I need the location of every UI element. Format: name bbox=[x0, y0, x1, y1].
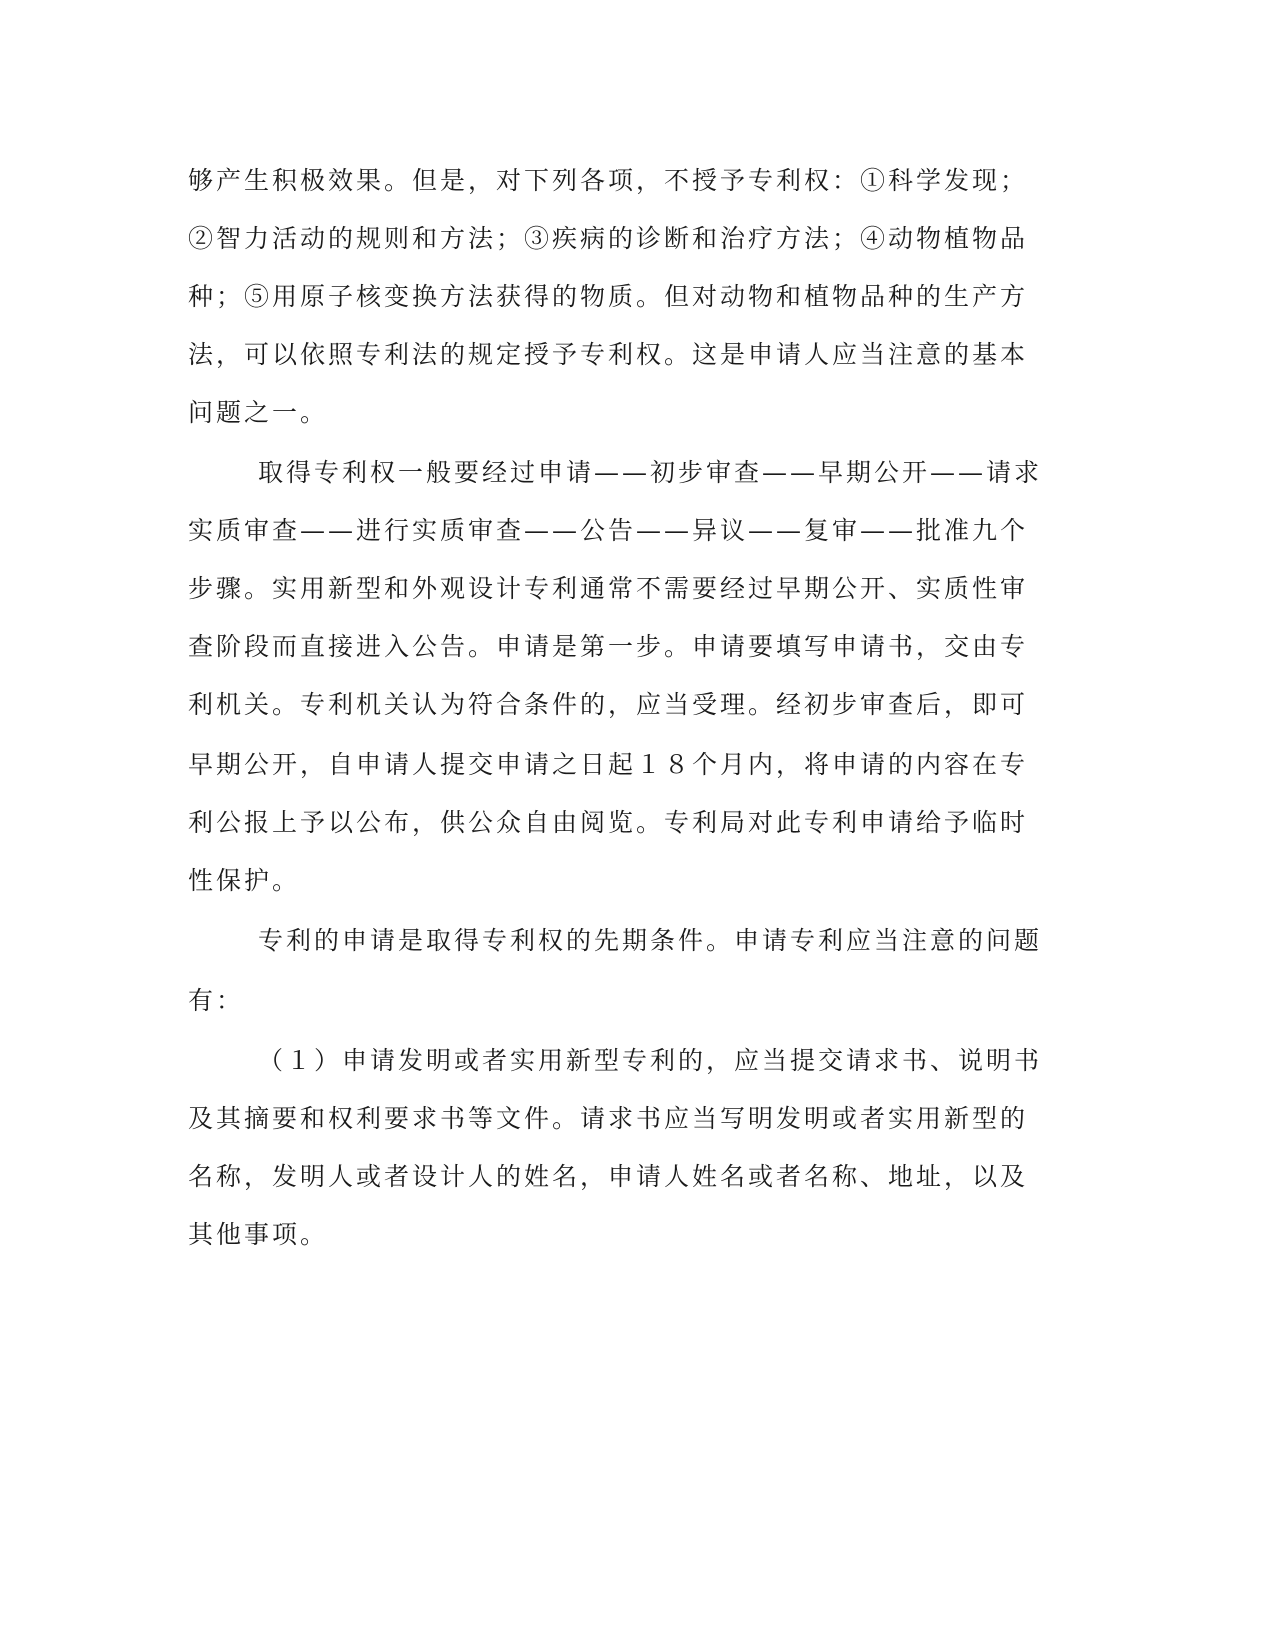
paragraph-2-line-8: 性保护。 bbox=[188, 866, 301, 895]
paragraph-2-line-2: 实质审查——进行实质审查——公告——异议——复审——批准九个 bbox=[188, 516, 1029, 545]
paragraph-4-line-3: 名称，发明人或者设计人的姓名，申请人姓名或者名称、地址，以及 bbox=[188, 1162, 1029, 1191]
paragraph-1-line-1: 够产生积极效果。但是，对下列各项，不授予专利权：①科学发现； bbox=[188, 166, 1029, 195]
paragraph-3-line-2: 有： bbox=[188, 986, 245, 1015]
paragraph-1-line-2: ②智力活动的规则和方法；③疾病的诊断和治疗方法；④动物植物品 bbox=[188, 224, 1029, 253]
paragraph-1-line-3: 种；⑤用原子核变换方法获得的物质。但对动物和植物品种的生产方 bbox=[188, 282, 1029, 311]
paragraph-2-line-3: 步骤。实用新型和外观设计专利通常不需要经过早期公开、实质性审 bbox=[188, 574, 1029, 603]
paragraph-2-line-1: 取得专利权一般要经过申请——初步审查——早期公开——请求 bbox=[258, 458, 1043, 487]
paragraph-2-line-6: 早期公开，自申请人提交申请之日起１８个月内，将申请的内容在专 bbox=[188, 750, 1029, 779]
paragraph-1-line-5: 问题之一。 bbox=[188, 398, 329, 427]
paragraph-2-line-4: 查阶段而直接进入公告。申请是第一步。申请要填写申请书，交由专 bbox=[188, 632, 1029, 661]
paragraph-4-line-1: （１）申请发明或者实用新型专利的，应当提交请求书、说明书 bbox=[258, 1046, 1043, 1075]
paragraph-2-line-5: 利机关。专利机关认为符合条件的，应当受理。经初步审查后，即可 bbox=[188, 690, 1029, 719]
paragraph-4-line-2: 及其摘要和权利要求书等文件。请求书应当写明发明或者实用新型的 bbox=[188, 1104, 1029, 1133]
paragraph-4-line-4: 其他事项。 bbox=[188, 1220, 329, 1249]
paragraph-1-line-4: 法，可以依照专利法的规定授予专利权。这是申请人应当注意的基本 bbox=[188, 340, 1029, 369]
paragraph-3-line-1: 专利的申请是取得专利权的先期条件。申请专利应当注意的问题 bbox=[258, 926, 1043, 955]
paragraph-2-line-7: 利公报上予以公布，供公众自由阅览。专利局对此专利申请给予临时 bbox=[188, 808, 1029, 837]
